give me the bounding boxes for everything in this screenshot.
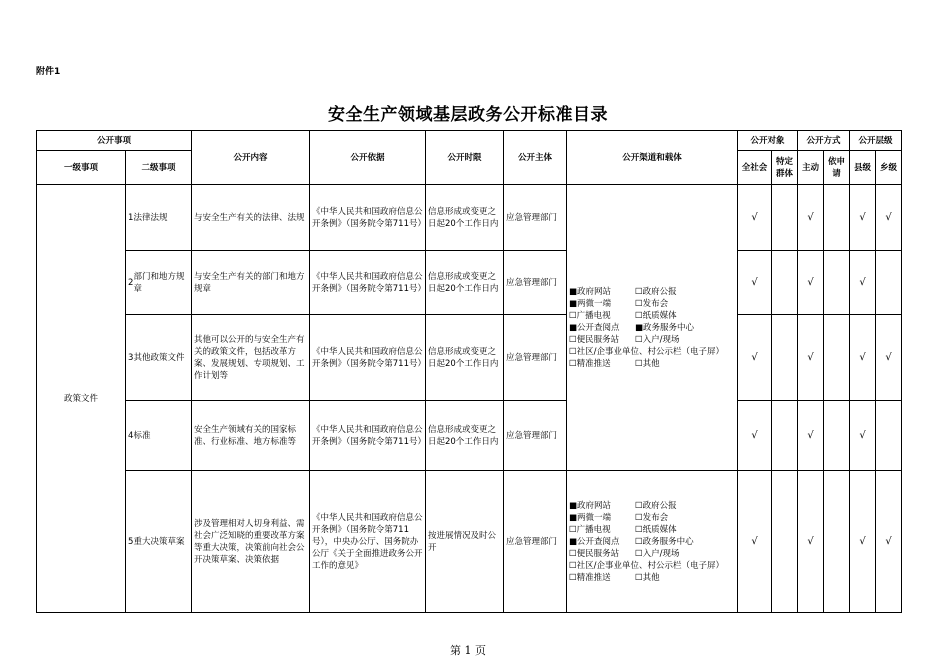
header-level: 公开层级 xyxy=(850,131,902,151)
channel-gazette: ☐政府公报 xyxy=(635,286,677,297)
row-subject: 应急管理部门 xyxy=(504,401,567,471)
row-content: 安全生产领域有关的国家标准、行业标准、地方标准等 xyxy=(192,401,310,471)
row-name: 重大决策草案 xyxy=(133,471,192,613)
check-level-township: √ xyxy=(876,315,902,401)
header-time-limit: 公开时限 xyxy=(426,131,504,185)
row-subject: 应急管理部门 xyxy=(504,185,567,251)
check-target-group xyxy=(772,251,798,315)
header-subject: 公开主体 xyxy=(504,131,567,185)
row-time: 按进展情况及时公开 xyxy=(426,471,504,613)
channel-precise: ☐精准推送 xyxy=(569,572,611,583)
check-target-all: √ xyxy=(738,315,772,401)
channel-paper: ☐纸质媒体 xyxy=(635,524,677,535)
check-target-all: √ xyxy=(738,251,772,315)
channel-service-center: ■政务服务中心 xyxy=(635,322,695,333)
channel-convenience: ☐便民服务站 xyxy=(569,334,620,345)
table-row xyxy=(37,471,902,613)
row-name: 标准 xyxy=(133,401,192,471)
check-method-request xyxy=(824,401,850,471)
channel-list-1 xyxy=(567,185,738,471)
check-level-county: √ xyxy=(850,401,876,471)
check-target-all: √ xyxy=(738,185,772,251)
header-level2: 二级事项 xyxy=(126,151,192,185)
row-basis: 《中华人民共和国政府信息公开条例》（国务院令第711号） xyxy=(310,185,426,251)
row-number: 2 xyxy=(126,251,133,315)
row-name: 法律法规 xyxy=(133,185,192,251)
check-method-active: √ xyxy=(798,315,824,401)
row-content: 其他可以公开的与安全生产有关的政策文件，包括改革方案、发展规划、专项规划、工作计划等 xyxy=(192,315,310,401)
channel-door: ☐入户/现场 xyxy=(635,334,680,345)
channel-lookup: ■公开查阅点 xyxy=(569,536,620,547)
check-method-active: √ xyxy=(798,471,824,613)
header-method-request: 依申请 xyxy=(824,151,850,185)
channel-community: ☐社区/企事业单位、村公示栏（电子屏） xyxy=(569,346,725,357)
row-subject: 应急管理部门 xyxy=(504,251,567,315)
header-target: 公开对象 xyxy=(738,131,798,151)
check-target-group xyxy=(772,315,798,401)
row-content: 与安全生产有关的法律、法规 xyxy=(192,185,310,251)
channel-twomedia: ■两微一端 xyxy=(569,298,612,309)
check-method-active: √ xyxy=(798,185,824,251)
check-target-all: √ xyxy=(738,471,772,613)
check-level-county: √ xyxy=(850,471,876,613)
attachment-label: 附件1 xyxy=(36,67,61,77)
row-basis: 《中华人民共和国政府信息公开条例》（国务院令第711号），中央办公厅、国务院办公厅《关于全面推进政务公开工作的意见》 xyxy=(310,471,426,613)
header-basis: 公开依据 xyxy=(310,131,426,185)
row-content: 与安全生产有关的部门和地方规章 xyxy=(192,251,310,315)
channel-press: ☐发布会 xyxy=(635,512,669,523)
row-subject: 应急管理部门 xyxy=(504,471,567,613)
row-time: 信息形成或变更之日起20个工作日内 xyxy=(426,401,504,471)
check-method-request xyxy=(824,251,850,315)
check-method-request xyxy=(824,471,850,613)
check-level-township: √ xyxy=(876,185,902,251)
row-basis: 《中华人民共和国政府信息公开条例》（国务院令第711号） xyxy=(310,401,426,471)
level1-item: 政策文件 xyxy=(37,185,126,613)
check-level-county: √ xyxy=(850,315,876,401)
table-row xyxy=(37,251,902,315)
header-method-active: 主动 xyxy=(798,151,824,185)
check-level-township xyxy=(876,401,902,471)
header-level-township: 乡级 xyxy=(876,151,902,185)
row-number: 1 xyxy=(126,185,133,251)
header-row-1 xyxy=(37,131,902,151)
check-method-request xyxy=(824,315,850,401)
header-level-county: 县级 xyxy=(850,151,876,185)
channel-twomedia: ■两微一端 xyxy=(569,512,612,523)
row-time: 信息形成或变更之日起20个工作日内 xyxy=(426,185,504,251)
check-target-group xyxy=(772,401,798,471)
header-level1: 一级事项 xyxy=(37,151,126,185)
header-target-all: 全社会 xyxy=(738,151,772,185)
row-basis: 《中华人民共和国政府信息公开条例》（国务院令第711号） xyxy=(310,315,426,401)
header-matters: 公开事项 xyxy=(37,131,192,151)
header-content: 公开内容 xyxy=(192,131,310,185)
row-subject: 应急管理部门 xyxy=(504,315,567,401)
channel-precise: ☐精准推送 xyxy=(569,358,611,369)
channel-other: ☐其他 xyxy=(635,572,660,583)
page-number: 第 1 页 xyxy=(450,644,486,657)
header-target-group: 特定群体 xyxy=(772,151,798,185)
table-row xyxy=(37,185,902,251)
row-time: 信息形成或变更之日起20个工作日内 xyxy=(426,315,504,401)
row-basis: 《中华人民共和国政府信息公开条例》（国务院令第711号） xyxy=(310,251,426,315)
row-name: 部门和地方规章 xyxy=(133,251,192,315)
table-row xyxy=(37,315,902,401)
channel-paper: ☐纸质媒体 xyxy=(635,310,677,321)
row-name: 其他政策文件 xyxy=(133,315,192,401)
check-level-township: √ xyxy=(876,471,902,613)
table-row xyxy=(37,401,902,471)
channel-gazette: ☐政府公报 xyxy=(635,500,677,511)
row-time: 信息形成或变更之日起20个工作日内 xyxy=(426,251,504,315)
check-method-active: √ xyxy=(798,251,824,315)
check-method-request xyxy=(824,185,850,251)
check-target-group xyxy=(772,471,798,613)
row-number: 5 xyxy=(126,471,133,613)
row-content: 涉及管理相对人切身利益、需社会广泛知晓的重要改革方案等重大决策，决策前向社会公开决策草案、决策依据 xyxy=(192,471,310,613)
check-method-active: √ xyxy=(798,401,824,471)
header-method: 公开方式 xyxy=(798,131,850,151)
channel-lookup: ■公开查阅点 xyxy=(569,322,620,333)
row-number: 4 xyxy=(126,401,133,471)
check-target-all: √ xyxy=(738,401,772,471)
channel-website: ■政府网站 xyxy=(569,500,612,511)
row-number: 3 xyxy=(126,315,133,401)
check-level-township xyxy=(876,251,902,315)
channel-convenience: ☐便民服务站 xyxy=(569,548,620,559)
page-title: 安全生产领域基层政务公开标准目录 xyxy=(328,105,608,125)
channel-service-center: ☐政务服务中心 xyxy=(635,536,694,547)
catalog-table xyxy=(36,130,902,613)
channel-list-2 xyxy=(567,471,738,613)
check-target-group xyxy=(772,185,798,251)
channel-door: ☐入户/现场 xyxy=(635,548,680,559)
check-level-county: √ xyxy=(850,251,876,315)
check-level-county: √ xyxy=(850,185,876,251)
channel-broadcast: ☐广播电视 xyxy=(569,524,611,535)
channel-broadcast: ☐广播电视 xyxy=(569,310,611,321)
channel-website: ■政府网站 xyxy=(569,286,612,297)
channel-other: ☐其他 xyxy=(635,358,660,369)
channel-press: ☐发布会 xyxy=(635,298,669,309)
channel-community: ☐社区/企事业单位、村公示栏（电子屏） xyxy=(569,560,725,571)
header-channel: 公开渠道和载体 xyxy=(567,131,738,185)
